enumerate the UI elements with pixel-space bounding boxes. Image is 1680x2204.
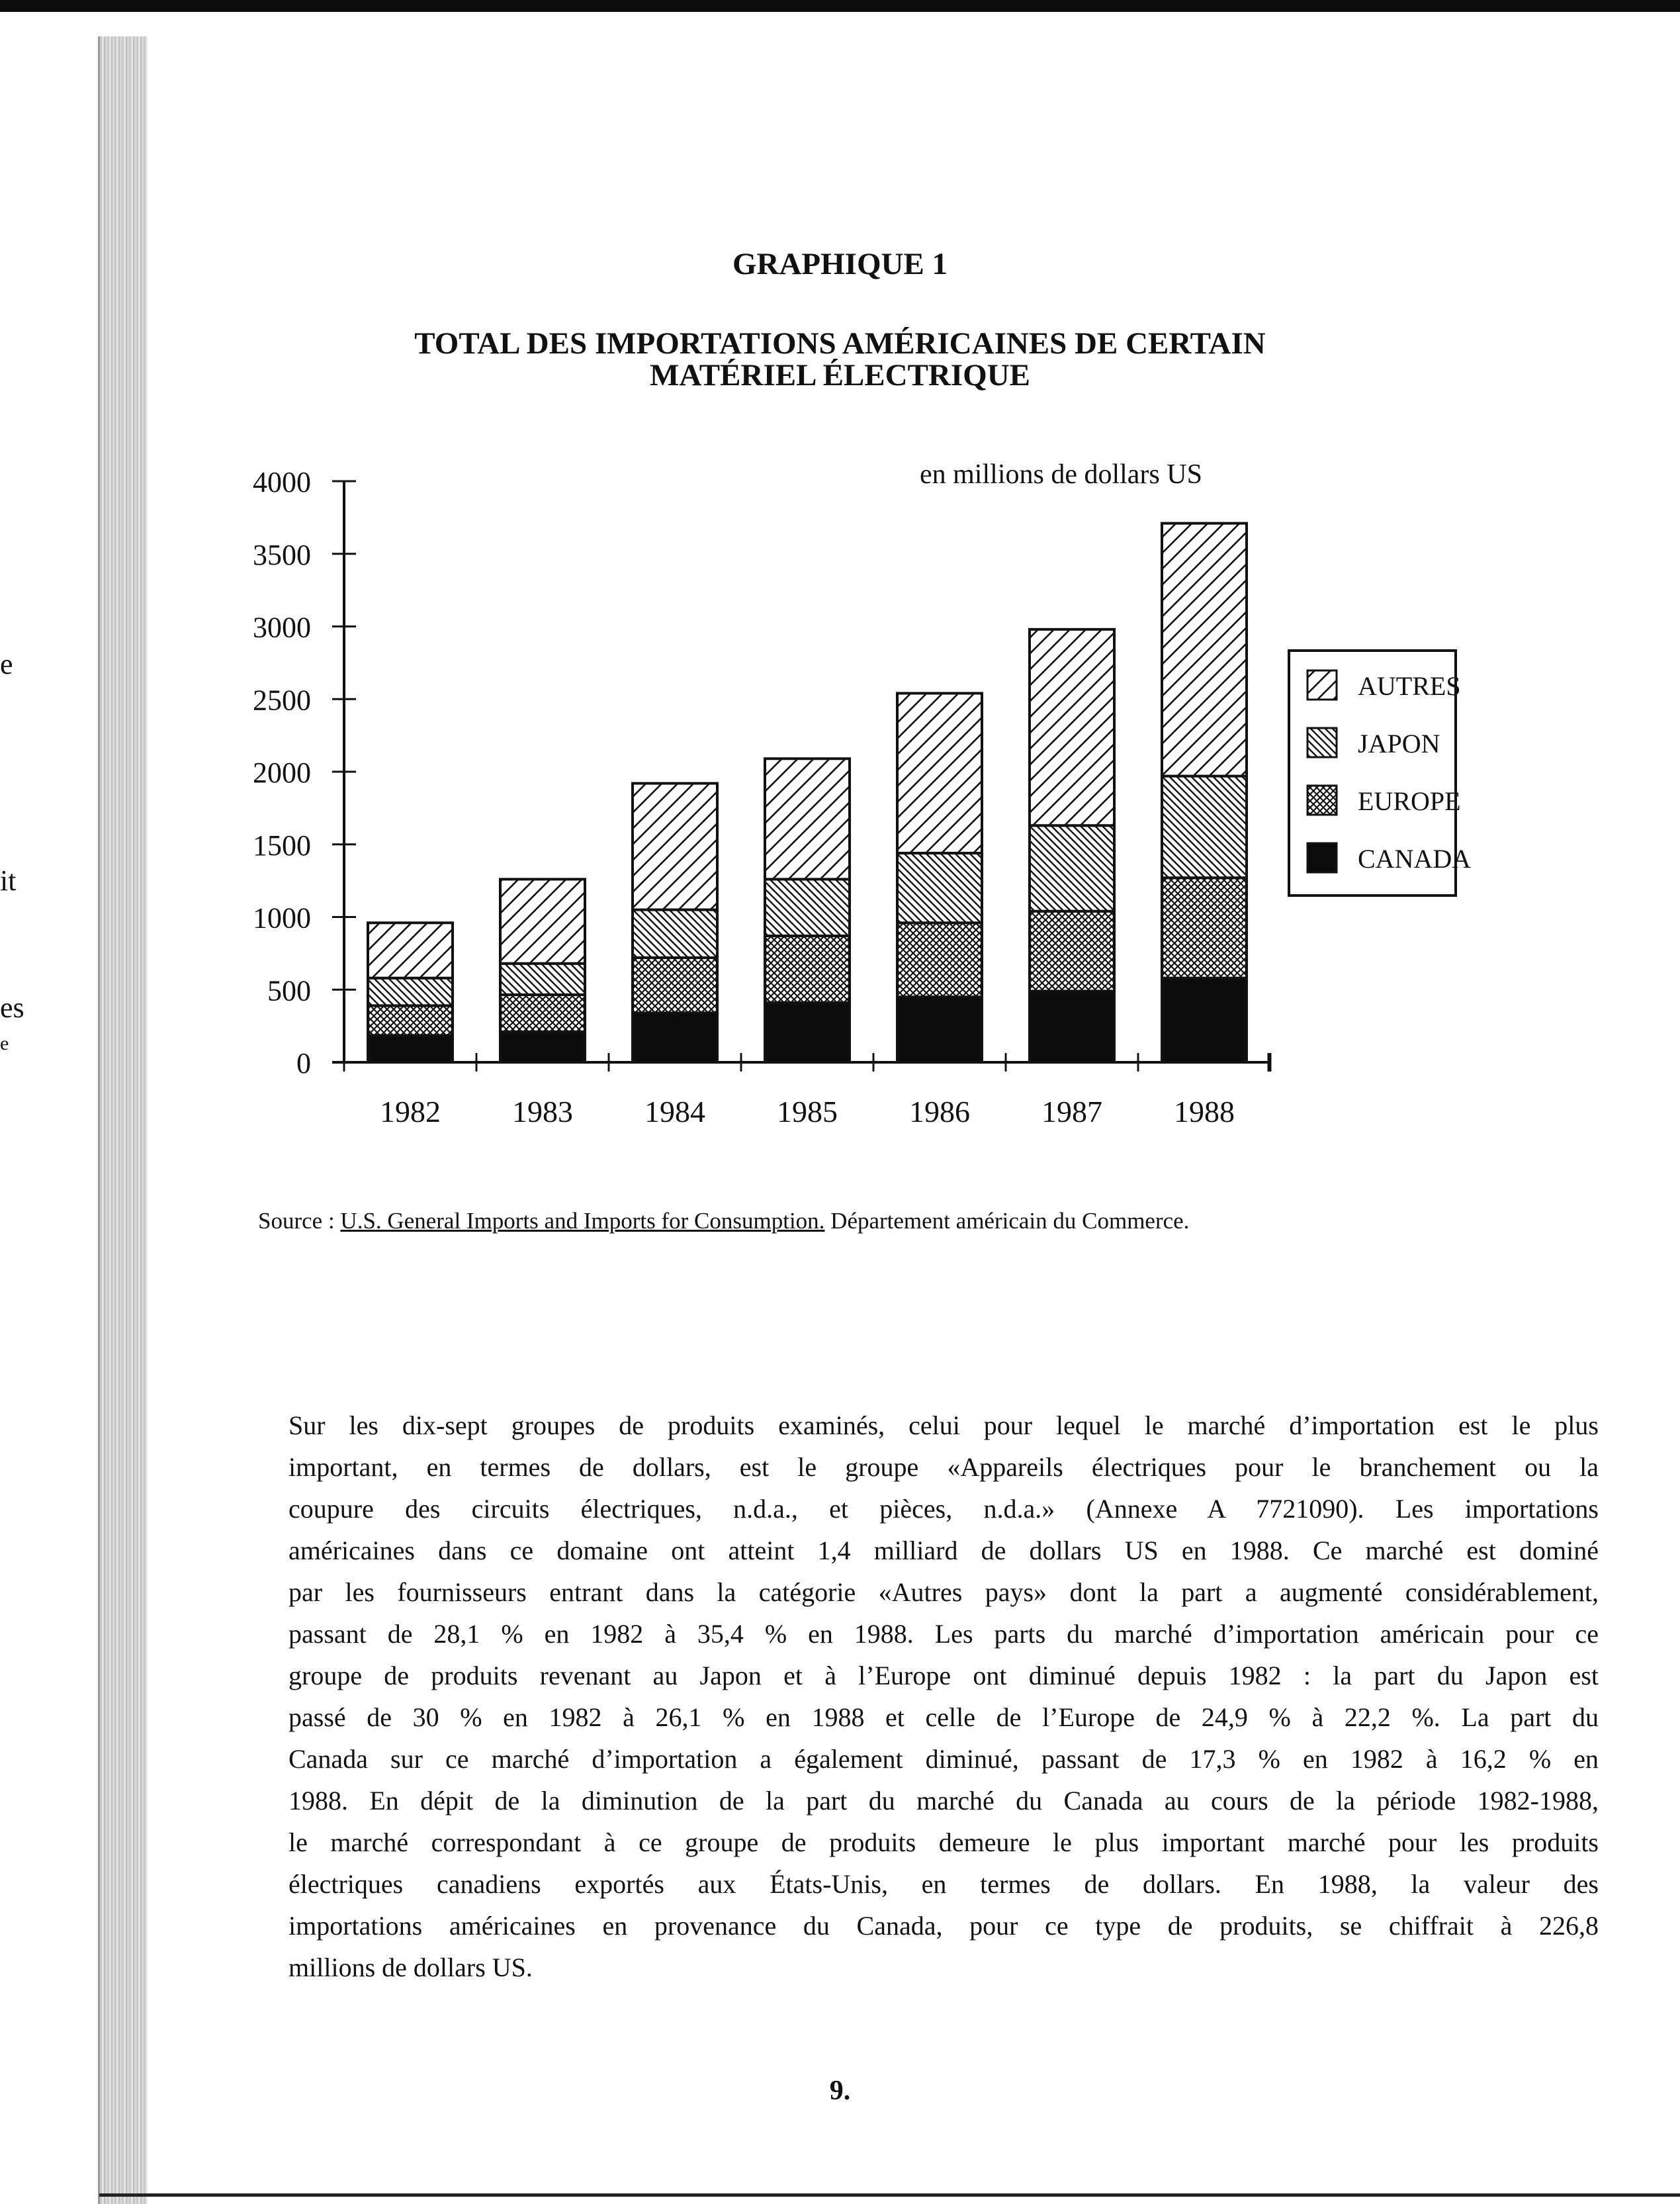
body-line: importations américaines en provenance du Canada, pour ce type de produits, se chiffrait à 226,8 xyxy=(288,1911,1599,1941)
x-tick-label: 1988 xyxy=(1174,1095,1235,1128)
body-line: passant de 28,1 % en 1982 à 35,4 % en 1988. Les parts du marché d’importation américain pour ce xyxy=(288,1619,1599,1649)
body-paragraph xyxy=(288,1404,1599,1988)
bar-segment-europe xyxy=(500,995,585,1032)
bar-segment-europe xyxy=(765,936,850,1003)
bar-segment-europe xyxy=(1030,911,1114,991)
body-line: groupe de produits revenant au Japon et à l’Europe ont diminué depuis 1982 : la part du Japon est xyxy=(288,1661,1599,1690)
body-line: américaines dans ce domaine ont atteint 1,4 milliard de dollars US en 1988. Ce marché est dominé xyxy=(288,1536,1599,1565)
source-publisher: Département américain du Commerce. xyxy=(824,1208,1190,1234)
unit-label: en millions de dollars US xyxy=(920,459,1202,490)
legend-label-japon: JAPON xyxy=(1358,729,1440,758)
legend-swatch-autres xyxy=(1307,670,1337,700)
page-number: 9. xyxy=(829,2076,851,2106)
body-line: le marché correspondant à ce groupe de produits demeure le plus important marché pour les produits xyxy=(288,1827,1599,1857)
y-tick-label: 4000 xyxy=(253,466,311,498)
chart-title-line-1: TOTAL DES IMPORTATIONS AMÉRICAINES DE CERTAIN xyxy=(414,326,1266,361)
y-tick-label: 2500 xyxy=(253,684,311,717)
bar-segment-autres xyxy=(1162,524,1247,776)
y-tick-label: 3500 xyxy=(253,538,311,571)
x-tick-label: 1985 xyxy=(777,1095,838,1128)
y-tick-label: 500 xyxy=(267,974,311,1007)
x-tick-label: 1987 xyxy=(1041,1095,1102,1128)
y-tick-label: 1000 xyxy=(253,901,311,935)
y-tick-label: 0 xyxy=(296,1047,311,1079)
bar-segment-autres xyxy=(633,784,717,910)
bar-segment-japon xyxy=(897,853,982,923)
bar-segment-canada xyxy=(897,997,982,1062)
source-prefix: Source : xyxy=(258,1208,335,1234)
chart-bars xyxy=(368,524,1247,1128)
y-tick-label: 2000 xyxy=(253,757,311,789)
body-line: Sur les dix-sept groupes de produits examinés, celui pour lequel le marché d’importation est le plus xyxy=(288,1410,1599,1440)
bar-segment-autres xyxy=(500,879,585,963)
legend-swatch-canada xyxy=(1307,843,1337,872)
legend-label-canada: CANADA xyxy=(1358,844,1472,874)
legend-label-autres: AUTRES xyxy=(1358,671,1461,701)
bar-segment-japon xyxy=(368,978,453,1006)
margin-fragment: it xyxy=(0,864,17,897)
bar-segment-canada xyxy=(500,1032,585,1062)
bar-segment-japon xyxy=(1030,825,1114,911)
bar-segment-canada xyxy=(1030,991,1114,1062)
margin-fragment: es xyxy=(0,991,24,1024)
bar-segment-japon xyxy=(1162,776,1247,878)
body-line: millions de dollars US. xyxy=(288,1952,533,1982)
x-tick-label: 1986 xyxy=(909,1095,970,1128)
body-line: coupure des circuits électriques, n.d.a., et pièces, n.d.a.» (Annexe A 7721090). Les importations xyxy=(288,1494,1599,1524)
margin-fragment: e xyxy=(0,648,13,680)
body-line: passé de 30 % en 1982 à 26,1 % en 1988 et celle de l’Europe de 24,9 % à 22,2 %. La part du xyxy=(288,1702,1599,1732)
chart-legend xyxy=(1289,651,1471,895)
y-tick-label: 1500 xyxy=(253,829,311,862)
source-reference: U.S. General Imports and Imports for Consumption. xyxy=(340,1208,825,1234)
body-line: 1988. En dépit de la diminution de la part du marché du Canada au cours de la période 1982-1988, xyxy=(288,1786,1599,1815)
y-tick-label: 3000 xyxy=(253,611,311,644)
legend-swatch-japon xyxy=(1307,728,1337,757)
bar-segment-canada xyxy=(1162,978,1247,1062)
figure-label: GRAPHIQUE 1 xyxy=(732,247,948,281)
bar-segment-canada xyxy=(765,1003,850,1062)
bar-segment-canada xyxy=(633,1013,717,1062)
legend-label-europe: EUROPE xyxy=(1358,786,1461,816)
bar-segment-autres xyxy=(897,693,982,852)
x-tick-label: 1983 xyxy=(512,1095,573,1128)
bar-segment-autres xyxy=(1030,629,1114,825)
body-line: électriques canadiens exportés aux États-Unis, en termes de dollars. En 1988, la valeur des xyxy=(288,1869,1599,1899)
x-tick-label: 1982 xyxy=(380,1095,441,1128)
margin-fragment: e xyxy=(0,1033,9,1054)
source-note xyxy=(258,1208,1189,1234)
bar-segment-europe xyxy=(633,958,717,1013)
bar-segment-autres xyxy=(765,758,850,879)
chart-title-line-2: MATÉRIEL ÉLECTRIQUE xyxy=(649,358,1030,392)
body-line: important, en termes de dollars, est le groupe «Appareils électriques pour le branchement ou la xyxy=(288,1452,1599,1482)
bar-segment-canada xyxy=(368,1035,453,1062)
bar-segment-japon xyxy=(633,910,717,958)
bar-segment-japon xyxy=(500,964,585,995)
x-tick-label: 1984 xyxy=(644,1095,705,1128)
body-line: Canada sur ce marché d’importation a également diminué, passant de 17,3 % en 1982 à 16,2 % en xyxy=(288,1744,1599,1774)
body-line: par les fournisseurs entrant dans la catégorie «Autres pays» dont la part a augmenté considérablement, xyxy=(288,1577,1599,1607)
bar-segment-europe xyxy=(1162,878,1247,978)
legend-swatch-europe xyxy=(1307,786,1337,815)
bar-segment-europe xyxy=(368,1005,453,1035)
bar-segment-japon xyxy=(765,879,850,936)
bar-segment-europe xyxy=(897,923,982,997)
bar-segment-autres xyxy=(368,923,453,978)
